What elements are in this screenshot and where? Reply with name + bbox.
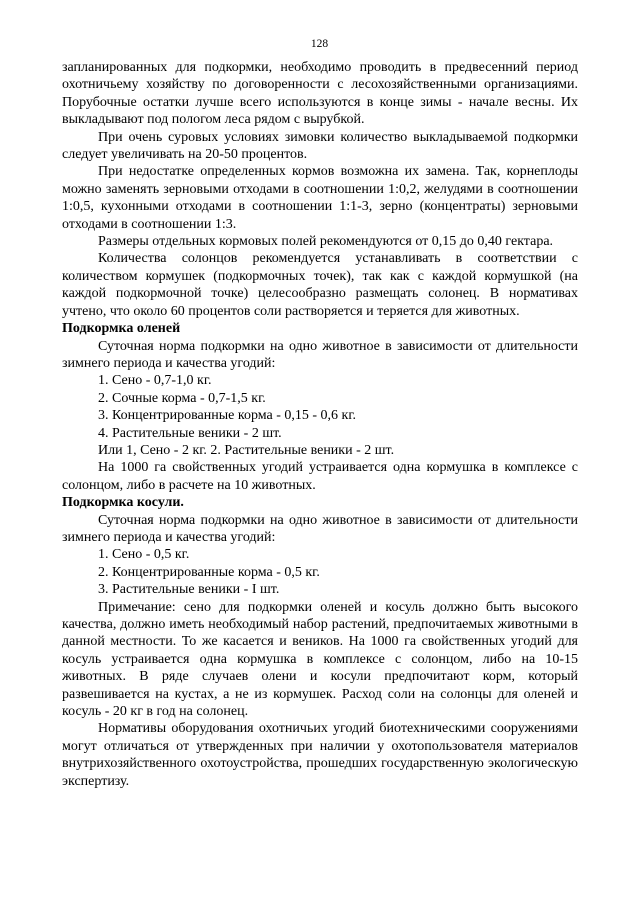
page-number: 128 bbox=[310, 38, 329, 50]
paragraph-feed-fields: Размеры отдельных кормовых полей рекомендуются от 0,15 до 0,40 гектара. bbox=[98, 234, 554, 250]
page-body bbox=[62, 59, 578, 790]
roe-item-hay: 1. Сено - 0,5 кг. bbox=[98, 547, 190, 563]
roe-remark: Примечание: сено для подкормки оленей и косуль должно быть высокого качества, должно иметь необходимый набор растений, предпочитаемых животными в данной местности. То же касается и веников. На 1000 га свойственных угодий для косуль устраивается одна кормушка в комплексе с солонцом, либо на 10-15 животных. В ряде случаев олени и косули предпочитают корм, который развешивается на кустах, а не из кормушек. Расход соли на солонцы для оленей и косуль - 20 кг в год на солонец. bbox=[62, 599, 578, 720]
paragraph-continuation: запланированных для подкормки, необходимо проводить в предвесенний период охотничьему хозяйству по договоренности с лесохозяйственными организациями. Порубочные остатки лучше всего используются в конце зимы - начале весны. Их выкладывают под пологом леса рядом с вырубкой. bbox=[62, 60, 578, 128]
paragraph-feed-substitution: При недостатке определенных кормов возможна их замена. Так, корнеплоды можно заменять зерновыми отходами в соотношении 1:0,2, желудями в соотношении 1:0,5, кухонными отходами в соотношении 1:1-3, зерно (концентраты) зерновыми отходами в соотношении 1:3. bbox=[62, 164, 578, 232]
paragraph-salt-licks: Количества солонцов рекомендуется устанавливать в соответствии с количеством кормушек (подкормочных точек), так как с каждой кормушкой (на каждой подкормочной точке) целесообразно размещать солонец. В нормативах учтено, что около 60 процентов соли растворяется и теряется для животных. bbox=[62, 251, 578, 319]
deer-item-hay: 1. Сено - 0,7-1,0 кг. bbox=[98, 373, 212, 389]
roe-item-brooms: 3. Растительные веники - I шт. bbox=[98, 582, 280, 598]
heading-roe-feeding: Подкормка косули. bbox=[62, 495, 184, 511]
deer-intro: Суточная норма подкормки на одно животное в зависимости от длительности зимнего периода и качества угодий: bbox=[62, 338, 578, 371]
heading-deer-feeding: Подкормка оленей bbox=[62, 321, 181, 337]
deer-item-brooms: 4. Растительные веники - 2 шт. bbox=[98, 425, 282, 441]
roe-item-concentrates: 2. Концентрированные корма - 0,5 кг. bbox=[98, 564, 320, 580]
deer-item-concentrates: 3. Концентрированные корма - 0,15 - 0,6 кг. bbox=[98, 408, 357, 424]
deer-item-alternative: Или 1, Сено - 2 кг. 2. Растительные веники - 2 шт. bbox=[98, 442, 395, 458]
paragraph-harsh-winter: При очень суровых условиях зимовки количество выкладываемой подкормки следует увеличивать на 20-50 процентов. bbox=[62, 129, 578, 163]
roe-intro: Суточная норма подкормки на одно животное в зависимости от длительности зимнего периода и качества угодий: bbox=[62, 512, 578, 545]
final-paragraph: Нормативы оборудования охотничьих угодий биотехническими сооружениями могут отличаться от утвержденных при наличии у охотопользователя материалов внутрихозяйственного охотоустройства, прошедших государственную экологическую экспертизу. bbox=[62, 721, 578, 789]
deer-item-succulent: 2. Сочные корма - 0,7-1,5 кг. bbox=[98, 390, 266, 406]
deer-note: На 1000 га свойственных угодий устраивается одна кормушка в комплексе с солонцом, либо в расчете на 10 животных. bbox=[62, 460, 578, 493]
